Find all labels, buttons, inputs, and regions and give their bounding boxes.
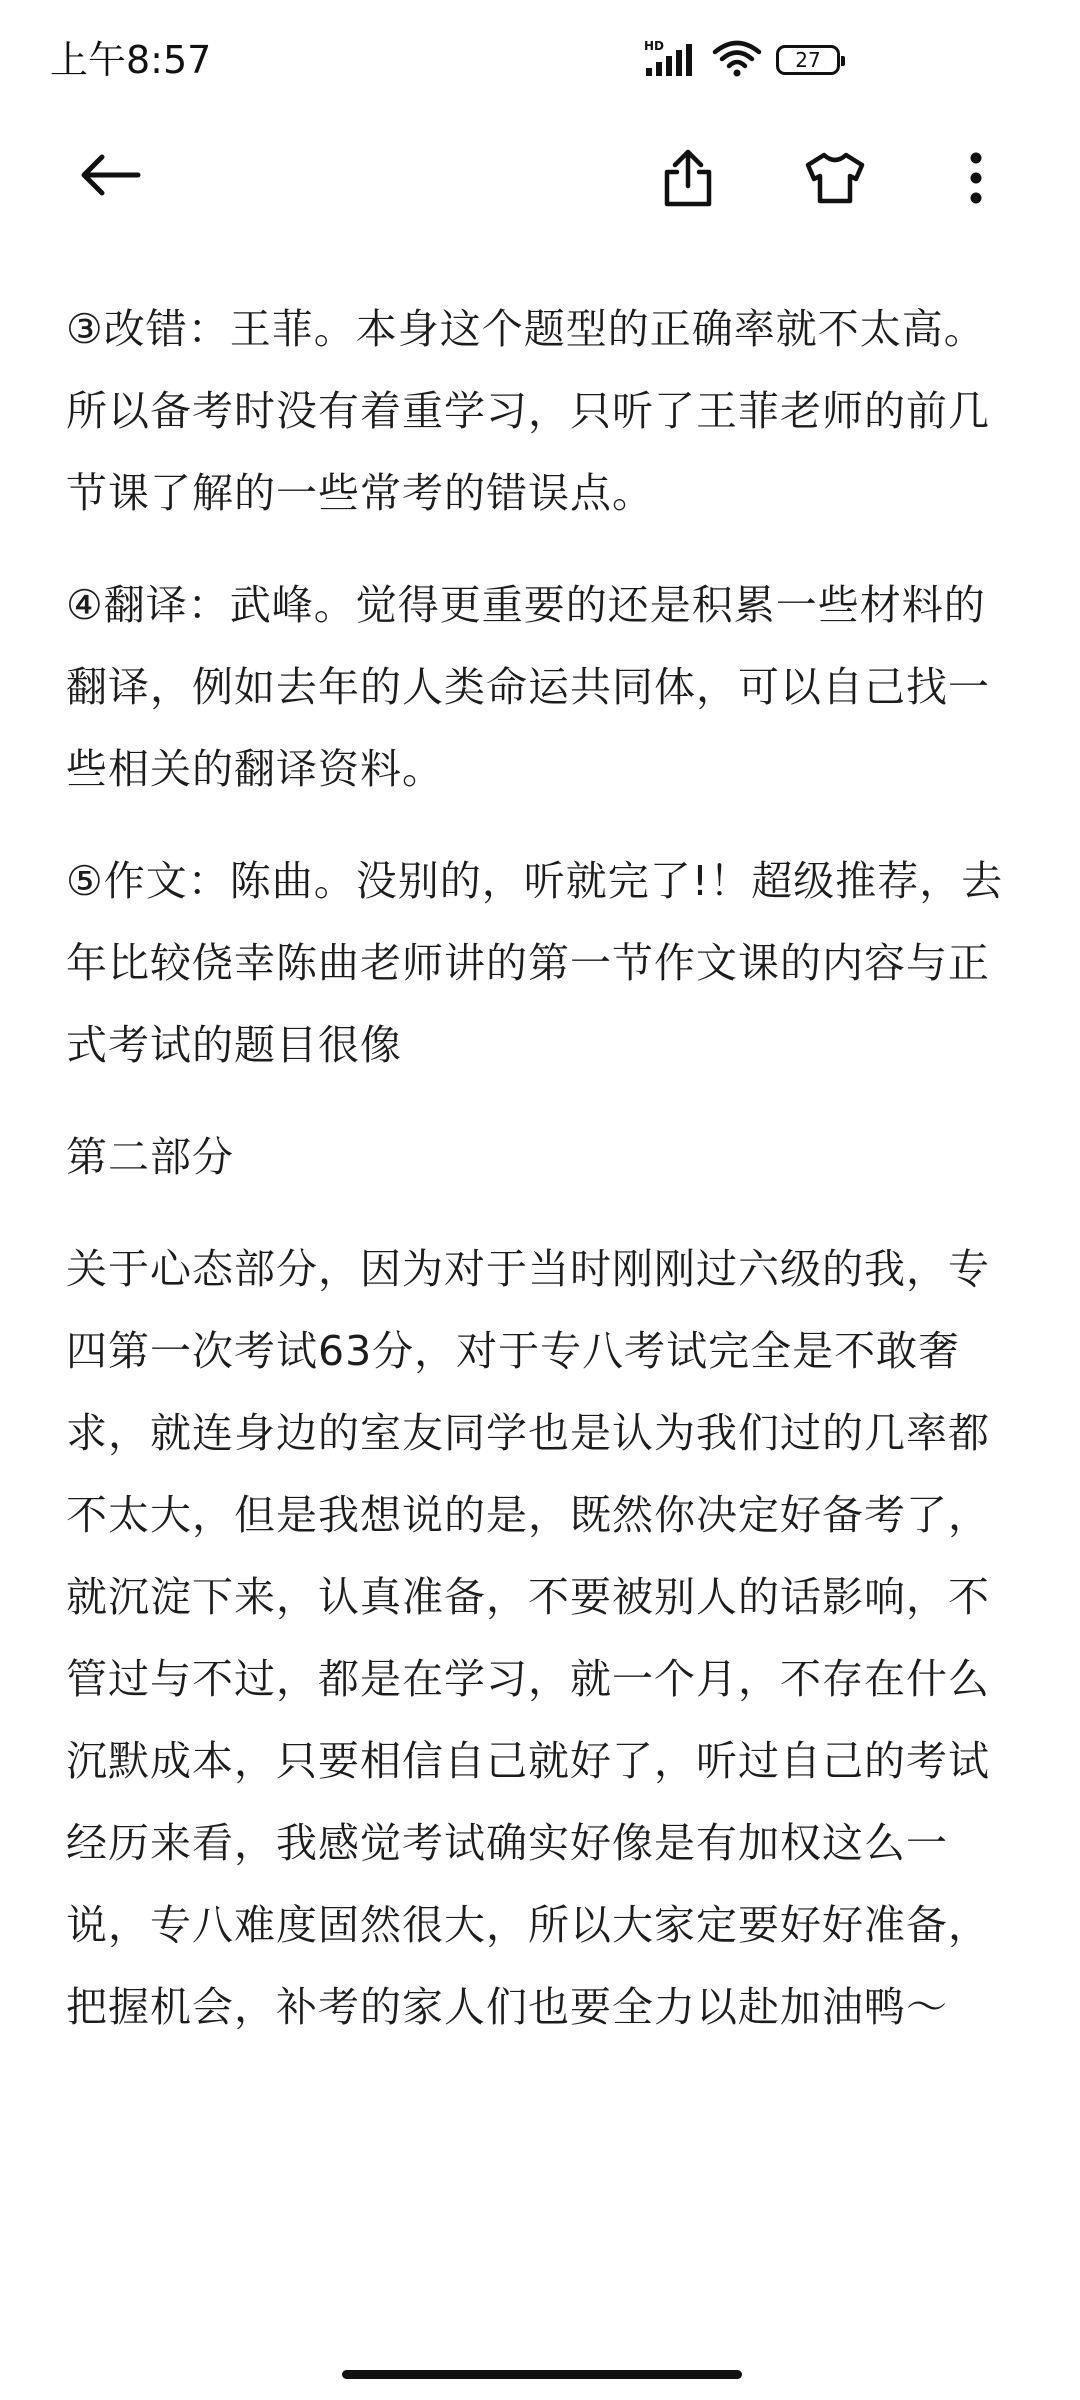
article-paragraph-correction: ③改错：王菲。本身这个题型的正确率就不太高。所以备考时没有着重学习，只听了王菲老师的前几节课了解的一些常考的错误点。 (66, 305, 990, 517)
share-button[interactable] (648, 138, 728, 218)
home-indicator[interactable] (342, 2370, 742, 2379)
wifi-icon (712, 38, 762, 82)
cellular-signal-icon (644, 38, 698, 82)
network-hd-label: HD (644, 39, 665, 53)
status-bar (0, 0, 1080, 120)
back-arrow-icon (78, 151, 142, 199)
status-icons (644, 38, 840, 82)
status-time: 上午8:57 (50, 38, 212, 82)
battery-icon (776, 45, 840, 75)
shirt-icon (804, 151, 866, 205)
more-options-button[interactable] (946, 138, 1006, 218)
article-paragraph-writing: ⑤作文：陈曲。没别的，听就完了!！超级推荐，去年比较侥幸陈曲老师讲的第一节作文课的内容与正式考试的题目很像 (66, 857, 1004, 1069)
article-paragraph-mindset: 关于心态部分，因为对于当时刚刚过六级的我，专四第一次考试63分，对于专八考试完全是不敢奢求，就连身边的室友同学也是认为我们过的几率都不太大，但是我想说的是，既然你决定好备考了，就沉淀下来，认真准备，不要被别人的话影响，不管过与不过，都是在学习，就一个月，不存在什么沉默成本，只要相信自己就好了，听过自己的考试经历来看，我感觉考试确实好像是有加权这么一说，专八难度固然很大，所以大家定要好好准备，把握机会，补考的家人们也要全力以赴加油鸭～ (66, 1245, 990, 2031)
article-paragraph-translation: ④翻译：武峰。觉得更重要的还是积累一些材料的翻译，例如去年的人类命运共同体，可以自己找一些相关的翻译资料。 (66, 581, 990, 793)
more-vertical-icon (968, 150, 984, 206)
theme-shirt-button[interactable] (790, 138, 880, 218)
article-content (66, 288, 1026, 2078)
back-button[interactable] (70, 142, 150, 208)
share-icon (661, 148, 715, 208)
article-section-heading: 第二部分 (66, 1133, 234, 1181)
battery-level: 27 (795, 48, 821, 72)
app-header (0, 120, 1080, 230)
